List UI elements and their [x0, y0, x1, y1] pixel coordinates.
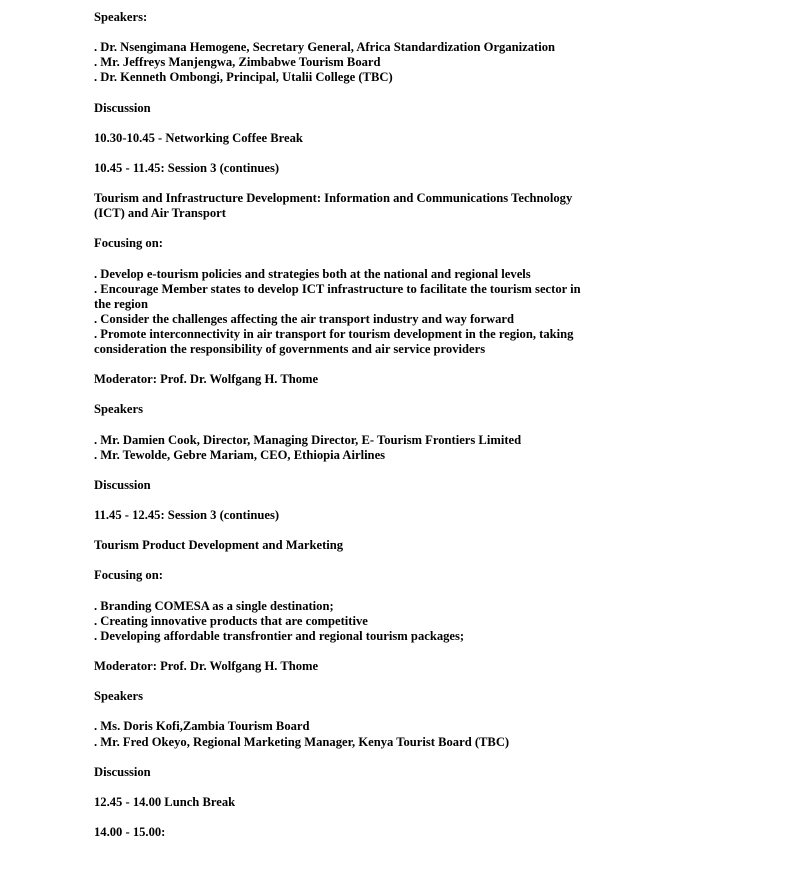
text-line: Discussion	[94, 100, 151, 115]
text-line: Moderator: Prof. Dr. Wolfgang H. Thome	[94, 659, 319, 674]
text-block	[94, 372, 614, 387]
text-line: Discussion	[94, 477, 151, 492]
text-block	[94, 478, 614, 493]
text-block	[94, 101, 614, 116]
text-line: Speakers:	[94, 10, 148, 24]
text-line: 14.00 - 15.00:	[94, 825, 166, 840]
text-line: . Consider the challenges affecting the air transport industry and way forward	[94, 311, 515, 326]
text-block	[94, 599, 614, 644]
text-block	[94, 40, 614, 85]
text-line: Moderator: Prof. Dr. Wolfgang H. Thome	[94, 372, 319, 387]
text-block	[94, 267, 614, 358]
document-page	[94, 10, 614, 855]
text-line: . Mr. Damien Cook, Director, Managing Director, E- Tourism Frontiers Limited	[94, 432, 522, 447]
text-line: . Branding COMESA as a single destination;	[94, 598, 334, 613]
text-line: . Ms. Doris Kofi,Zambia Tourism Board	[94, 719, 310, 734]
text-line: (ICT) and Air Transport	[94, 206, 226, 221]
text-block	[94, 689, 614, 704]
text-line: 12.45 - 14.00 Lunch Break	[94, 794, 236, 809]
text-line: . Mr. Jeffreys Manjengwa, Zimbabwe Tourism Board	[94, 55, 381, 70]
text-line: the region	[94, 296, 148, 311]
text-block	[94, 508, 614, 523]
text-block	[94, 191, 614, 221]
text-block	[94, 765, 614, 780]
text-block	[94, 433, 614, 463]
text-line: Focusing on:	[94, 568, 163, 583]
text-line: . Mr. Fred Okeyo, Regional Marketing Manager, Kenya Tourist Board (TBC)	[94, 734, 510, 749]
text-block	[94, 10, 614, 25]
text-line: Speakers	[94, 689, 143, 704]
text-line: consideration the responsibility of governments and air service providers	[94, 342, 486, 357]
text-block	[94, 161, 614, 176]
text-block	[94, 659, 614, 674]
text-block	[94, 538, 614, 553]
text-block	[94, 795, 614, 810]
text-block	[94, 131, 614, 146]
text-block	[94, 236, 614, 251]
text-line: 10.45 - 11.45: Session 3 (continues)	[94, 160, 280, 175]
text-line: . Encourage Member states to develop ICT infrastructure to facilitate the tourism sector in	[94, 281, 581, 296]
text-line: Focusing on:	[94, 236, 163, 251]
text-line: . Develop e-tourism policies and strategies both at the national and regional levels	[94, 266, 531, 281]
text-line: . Dr. Nsengimana Hemogene, Secretary General, Africa Standardization Organization	[94, 40, 556, 55]
text-line: . Developing affordable transfrontier and regional tourism packages;	[94, 628, 465, 643]
text-line: 11.45 - 12.45: Session 3 (continues)	[94, 508, 280, 523]
text-block	[94, 568, 614, 583]
text-block	[94, 719, 614, 749]
text-line: . Dr. Kenneth Ombongi, Principal, Utalii College (TBC)	[94, 70, 393, 85]
text-line: Tourism and Infrastructure Development: Information and Communications Technology	[94, 191, 573, 206]
text-block	[94, 402, 614, 417]
text-line: . Promote interconnectivity in air transport for tourism development in the region, taking	[94, 326, 574, 341]
text-line: 10.30-10.45 - Networking Coffee Break	[94, 130, 303, 145]
text-line: Tourism Product Development and Marketing	[94, 538, 344, 553]
text-line: . Creating innovative products that are competitive	[94, 613, 368, 628]
text-line: Discussion	[94, 764, 151, 779]
text-block	[94, 825, 614, 840]
text-line: . Mr. Tewolde, Gebre Mariam, CEO, Ethiopia Airlines	[94, 447, 386, 462]
text-line: Speakers	[94, 402, 143, 417]
